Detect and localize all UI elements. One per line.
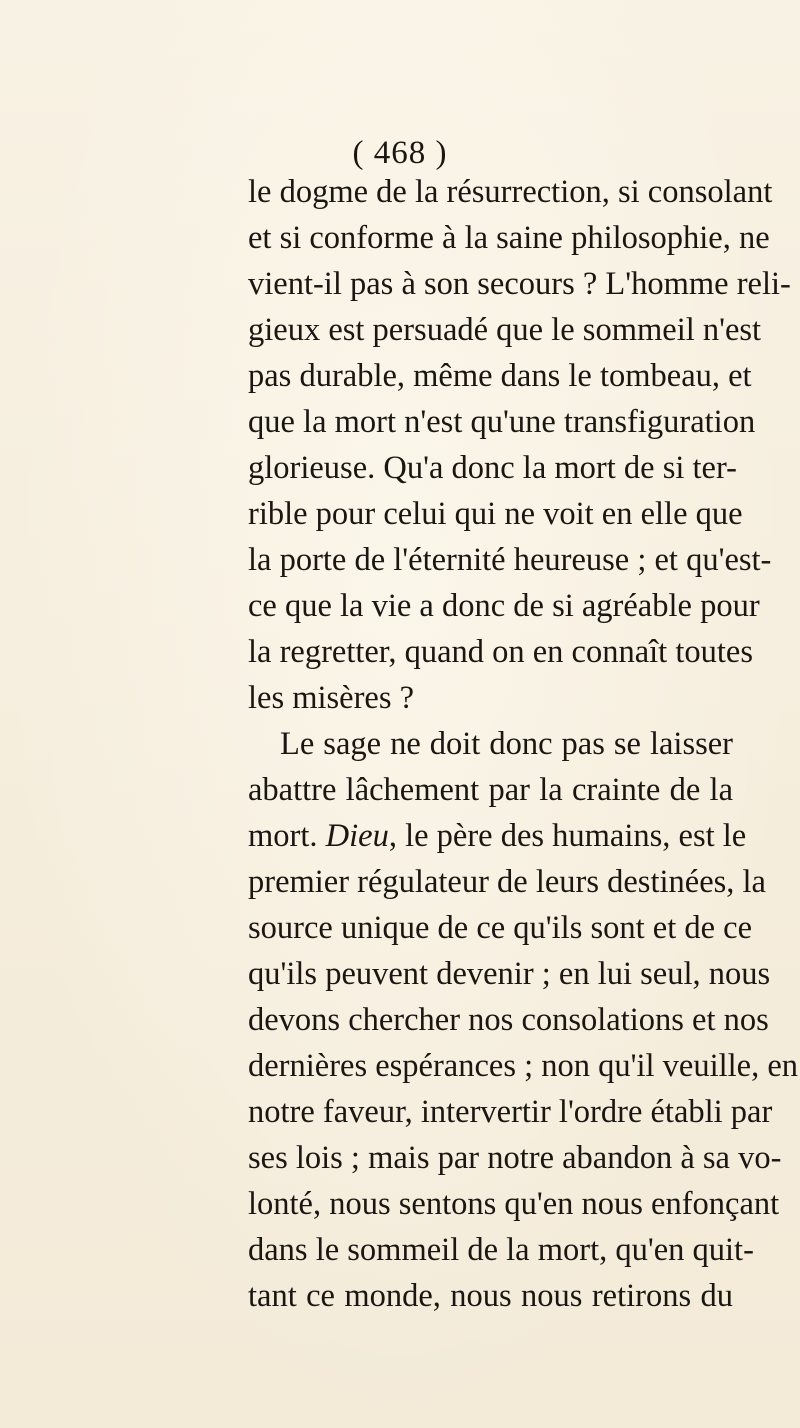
text-line: pas durable, même dans le tombeau, et [248, 358, 752, 394]
text-line: ce que la vie a donc de si agréable pour [248, 588, 760, 624]
text-line: dans le sommeil de la mort, qu'en quit- [248, 1232, 754, 1268]
text-line: mort. Dieu, le père des humains, est le [248, 818, 747, 854]
text-line: le dogme de la résurrection, si consolant [248, 174, 773, 210]
text-line: que la mort n'est qu'une transfiguration [248, 404, 756, 440]
page-number: ( 468 ) [352, 135, 448, 171]
text-line: gieux est persuadé que le sommeil n'est [248, 312, 762, 348]
text-line: rible pour celui qui ne voit en elle que [248, 496, 743, 532]
text-line: qu'ils peuvent devenir ; en lui seul, nous [248, 956, 771, 992]
text-line: notre faveur, intervertir l'ordre établi par [248, 1094, 773, 1130]
text-line: Le sage ne doit donc pas se laisser [280, 726, 733, 762]
text-line: vient-il pas à son secours ? L'homme reli- [248, 266, 791, 302]
text-line: la regretter, quand on en connaît toutes [248, 634, 753, 670]
text-line: ses lois ; mais par notre abandon à sa vo- [248, 1140, 782, 1176]
text-line: tant ce monde, nous nous retirons du [248, 1278, 733, 1314]
text-line: les misères ? [248, 680, 415, 716]
text-line: la porte de l'éternité heureuse ; et qu'est- [248, 542, 772, 578]
text-line: abattre lâchement par la crainte de la [248, 772, 733, 808]
text-line: lonté, nous sentons qu'en nous enfonçant [248, 1186, 780, 1222]
text-line: premier régulateur de leurs destinées, la [248, 864, 766, 900]
text-line: dernières espérances ; non qu'il veuille, en [248, 1048, 799, 1084]
italic-word: Dieu [325, 818, 389, 854]
text-line: glorieuse. Qu'a donc la mort de si ter- [248, 450, 737, 486]
text-line: source unique de ce qu'ils sont et de ce [248, 910, 753, 946]
text-line: devons chercher nos consolations et nos [248, 1002, 769, 1038]
text-line: et si conforme à la saine philosophie, ne [248, 220, 770, 256]
